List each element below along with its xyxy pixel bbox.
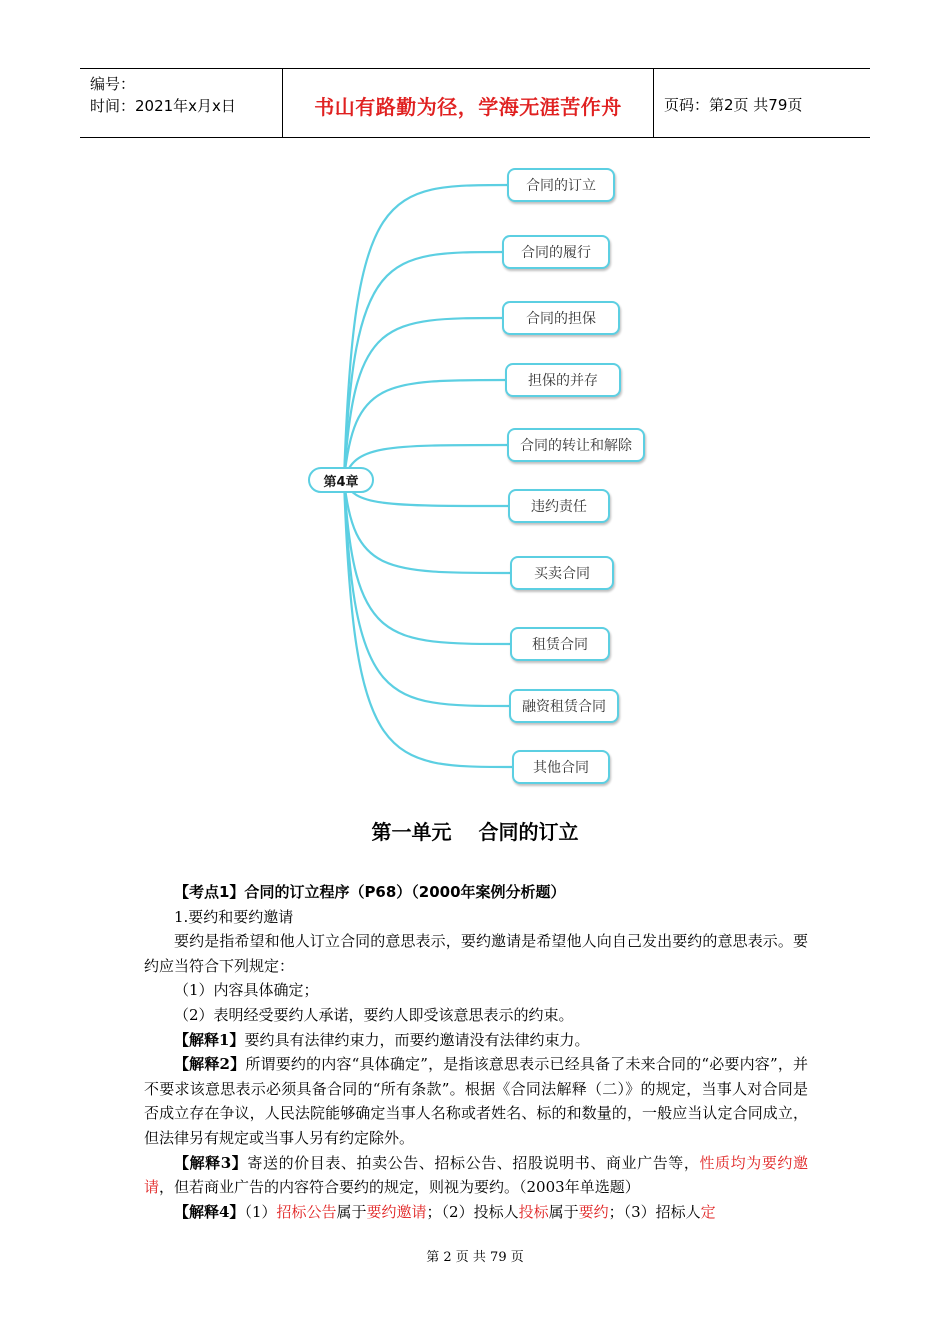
explanation-text: ；（2）投标人 bbox=[426, 1202, 519, 1221]
key-point-heading: 【考点1】合同的订立程序（P68）（2000年案例分析题） bbox=[174, 883, 566, 901]
page-footer: 第 2 页 共 79 页 bbox=[426, 1250, 524, 1265]
mindmap-connector bbox=[344, 185, 509, 480]
explanation-text: 所谓要约的内容“具体确定”，是指该意思表示已经具备了未来合同的“必要内容”，并不要求该意思表示必须具备合同的“所有条款”。根据《合同法解释（二）》的规定，当事人对合同是否成立存在争议，人民法院能够确定当事人名称或者姓名、标的和数量的，一般应当认定合同成立，但法律另有规定或当事人另有约定除外。 bbox=[144, 1055, 808, 1147]
highlight-text: 要约 bbox=[578, 1202, 609, 1221]
explanation-text: 要约具有法律约束力，而要约邀请没有法律约束力。 bbox=[244, 1030, 590, 1049]
explanation-text: 属于 bbox=[548, 1202, 579, 1221]
unit-number: 第一单元 bbox=[371, 820, 452, 844]
mindmap-node: 合同的履行 bbox=[502, 235, 610, 269]
highlight-text: 性质均为要约邀请 bbox=[144, 1153, 808, 1197]
rule-item-2: （2）表明经受要约人承诺，要约人即受该意思表示的约束。 bbox=[174, 1005, 574, 1024]
unit-name: 合同的订立 bbox=[478, 820, 579, 844]
motto: 书山有路勤为径，学海无涯苦作舟 bbox=[282, 69, 654, 137]
explanation-text: ，但若商业广告的内容符合要约的规定，则视为要约。（2003年单选题） bbox=[159, 1178, 640, 1197]
mindmap-node: 买卖合同 bbox=[510, 556, 614, 590]
mindmap-connector bbox=[344, 480, 511, 706]
explanation-label: 【解释4】 bbox=[174, 1202, 245, 1221]
explanation-label: 【解释3】 bbox=[174, 1153, 248, 1172]
chapter-mindmap bbox=[300, 160, 660, 790]
mindmap-connector bbox=[344, 318, 504, 480]
mindmap-root: 第4章 bbox=[308, 467, 374, 493]
mindmap-connector bbox=[344, 380, 507, 480]
highlight-text: 要约邀请 bbox=[366, 1202, 427, 1221]
highlight-text: 投标 bbox=[518, 1202, 549, 1221]
explanation-text: 属于 bbox=[336, 1202, 367, 1221]
explanation-2 bbox=[144, 1052, 808, 1150]
section-heading: 1.要约和要约邀请 bbox=[174, 907, 294, 926]
explanation-text: ；（3）招标人 bbox=[608, 1202, 701, 1221]
mindmap-node: 融资租赁合同 bbox=[509, 689, 619, 723]
unit-title bbox=[0, 816, 950, 845]
explanation-label: 【解释1】 bbox=[174, 1030, 245, 1049]
mindmap-node: 合同的担保 bbox=[502, 301, 620, 335]
explanation-label: 【解释2】 bbox=[174, 1055, 246, 1074]
mindmap-node: 合同的转让和解除 bbox=[507, 428, 645, 462]
page-info: 页码：第2页 共79页 bbox=[664, 95, 803, 114]
explanation-text: 寄送的价目表、拍卖公告、招标公告、招股说明书、商业广告等， bbox=[247, 1153, 700, 1172]
mindmap-node: 违约责任 bbox=[508, 489, 610, 523]
rule-item-1: （1）内容具体确定； bbox=[174, 981, 319, 1000]
body-text bbox=[144, 880, 808, 1224]
mindmap-node: 租赁合同 bbox=[510, 627, 610, 661]
highlight-text: 定 bbox=[700, 1202, 716, 1221]
mindmap-node: 其他合同 bbox=[512, 750, 610, 784]
header-table bbox=[80, 68, 870, 138]
definition-paragraph: 要约是指希望和他人订立合同的意思表示，要约邀请是希望他人向自己发出要约的意思表示。要约应当符合下列规定： bbox=[144, 932, 808, 975]
time-label: 时间：2021年x月x日 bbox=[90, 97, 236, 115]
number-label: 编号： bbox=[90, 75, 136, 93]
explanation-3 bbox=[144, 1151, 808, 1200]
highlight-text: 招标公告 bbox=[276, 1202, 337, 1221]
mindmap-connector bbox=[344, 480, 514, 767]
mindmap-connector bbox=[344, 480, 512, 573]
header-left-cell bbox=[80, 69, 282, 137]
explanation-text: （1） bbox=[244, 1202, 277, 1221]
mindmap-node: 合同的订立 bbox=[507, 168, 615, 202]
mindmap-node: 担保的并存 bbox=[505, 363, 621, 397]
explanation-4 bbox=[144, 1200, 808, 1225]
explanation-1 bbox=[144, 1028, 808, 1053]
